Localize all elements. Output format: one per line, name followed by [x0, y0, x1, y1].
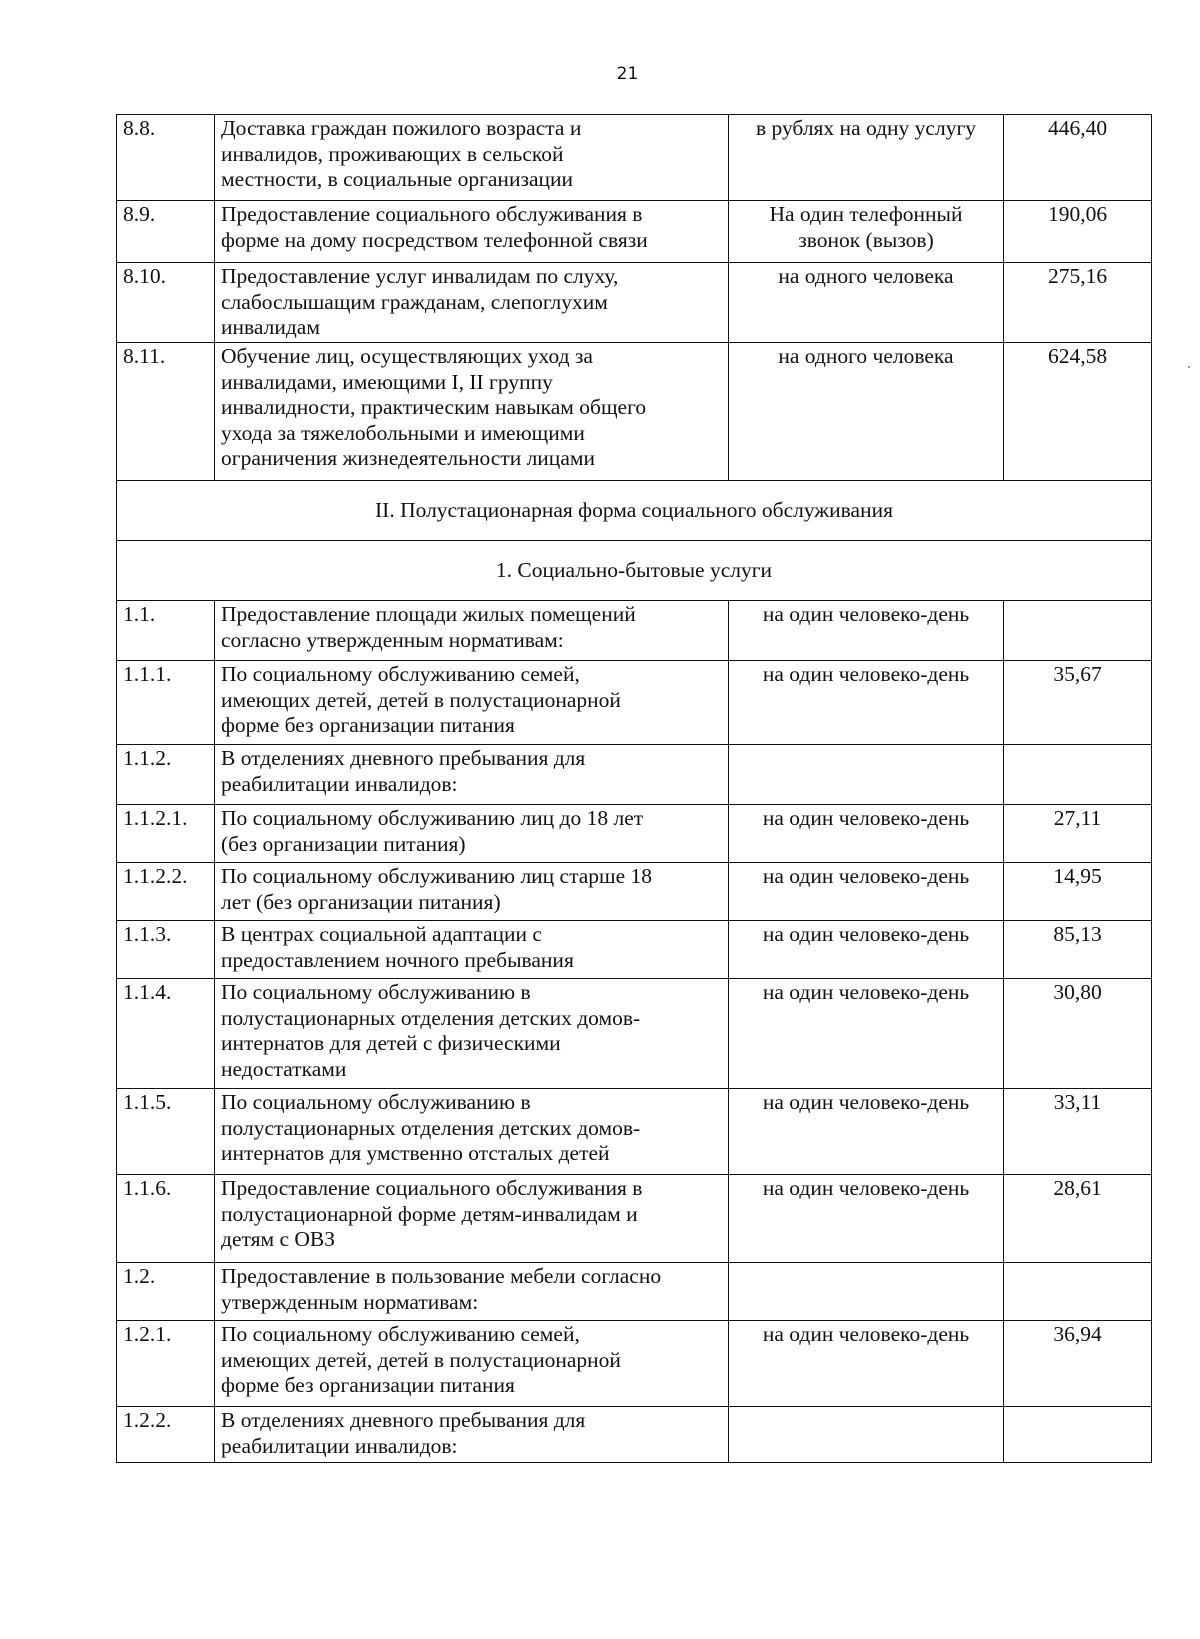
item-number: 1.2. [117, 1263, 215, 1321]
table-row [117, 263, 1152, 343]
service-name: Предоставление социального обслуживания в полустационарной форме детям-инвалидам и детям с ОВЗ [215, 1175, 729, 1263]
service-name: Предоставление площади жилых помещений согласно утвержденным нормативам: [215, 601, 729, 661]
unit-of-measure: на одного человека [729, 263, 1004, 343]
item-number: 8.10. [117, 263, 215, 343]
item-number: 1.1.6. [117, 1175, 215, 1263]
tariff-price: 28,61 [1004, 1175, 1152, 1263]
table-row [117, 979, 1152, 1089]
table-row [117, 1089, 1152, 1175]
table-row [117, 745, 1152, 805]
tariff-price [1004, 745, 1152, 805]
unit-of-measure: на один человеко-день [729, 805, 1004, 863]
item-number: 8.9. [117, 201, 215, 263]
item-number: 1.1.3. [117, 921, 215, 979]
scan-speck [1188, 366, 1190, 368]
unit-of-measure: на один человеко-день [729, 863, 1004, 921]
tariff-price [1004, 1263, 1152, 1321]
service-name: Предоставление социального обслуживания в форме на дому посредством телефонной связи [215, 201, 729, 263]
service-name: В центрах социальной адаптации с предоставлением ночного пребывания [215, 921, 729, 979]
tariff-price: 275,16 [1004, 263, 1152, 343]
tariff-price: 33,11 [1004, 1089, 1152, 1175]
table-row [117, 921, 1152, 979]
unit-of-measure: на один человеко-день [729, 979, 1004, 1089]
service-name: В отделениях дневного пребывания для реабилитации инвалидов: [215, 1407, 729, 1463]
tariff-price: 30,80 [1004, 979, 1152, 1089]
table-row [117, 201, 1152, 263]
tariff-price: 85,13 [1004, 921, 1152, 979]
table-row [117, 863, 1152, 921]
item-number: 1.1.1. [117, 661, 215, 745]
table-row [117, 805, 1152, 863]
item-number: 8.8. [117, 115, 215, 201]
tariff-price [1004, 601, 1152, 661]
service-name: Предоставление в пользование мебели согласно утвержденным нормативам: [215, 1263, 729, 1321]
service-name: По социальному обслуживанию в полустационарных отделения детских домов- интернатов для умственно отсталых детей [215, 1089, 729, 1175]
service-name: По социальному обслуживанию лиц старше 18 лет (без организации питания) [215, 863, 729, 921]
table-row [117, 1175, 1152, 1263]
unit-of-measure [729, 1263, 1004, 1321]
unit-of-measure: На один телефонный звонок (вызов) [729, 201, 1004, 263]
unit-of-measure: на один человеко-день [729, 1089, 1004, 1175]
service-name: В отделениях дневного пребывания для реабилитации инвалидов: [215, 745, 729, 805]
item-number: 1.1.2.1. [117, 805, 215, 863]
section-header-row [117, 541, 1152, 601]
section-title: 1. Социально-бытовые услуги [117, 541, 1152, 601]
item-number: 8.11. [117, 343, 215, 481]
tariff-price [1004, 1407, 1152, 1463]
section-header-row [117, 481, 1152, 541]
tariff-price: 36,94 [1004, 1321, 1152, 1407]
service-name: По социальному обслуживанию семей, имеющих детей, детей в полустационарной форме без организации питания [215, 1321, 729, 1407]
item-number: 1.1.5. [117, 1089, 215, 1175]
table-row [117, 1263, 1152, 1321]
tariff-price: 35,67 [1004, 661, 1152, 745]
table-row [117, 1407, 1152, 1463]
unit-of-measure [729, 745, 1004, 805]
unit-of-measure: на один человеко-день [729, 601, 1004, 661]
unit-of-measure: в рублях на одну услугу [729, 115, 1004, 201]
item-number: 1.1. [117, 601, 215, 661]
tariff-table-body [117, 115, 1152, 1463]
unit-of-measure: на одного человека [729, 343, 1004, 481]
page-number: 21 [616, 64, 639, 84]
item-number: 1.1.2. [117, 745, 215, 805]
tariff-price: 190,06 [1004, 201, 1152, 263]
service-name: Обучение лиц, осуществляющих уход за инвалидами, имеющими I, II группу инвалидности, практическим навыкам общего ухода за тяжелобольными и имеющими ограничения жизнедеятельности лицами [215, 343, 729, 481]
unit-of-measure: на один человеко-день [729, 1175, 1004, 1263]
unit-of-measure: на один человеко-день [729, 921, 1004, 979]
unit-of-measure [729, 1407, 1004, 1463]
table-row [117, 661, 1152, 745]
tariff-price: 446,40 [1004, 115, 1152, 201]
unit-of-measure: на один человеко-день [729, 1321, 1004, 1407]
section-title: II. Полустационарная форма социального обслуживания [117, 481, 1152, 541]
item-number: 1.1.4. [117, 979, 215, 1089]
item-number: 1.2.1. [117, 1321, 215, 1407]
item-number: 1.2.2. [117, 1407, 215, 1463]
item-number: 1.1.2.2. [117, 863, 215, 921]
table-row [117, 601, 1152, 661]
service-name: По социальному обслуживанию лиц до 18 лет (без организации питания) [215, 805, 729, 863]
tariff-price: 14,95 [1004, 863, 1152, 921]
table-row [117, 343, 1152, 481]
service-name: Предоставление услуг инвалидам по слуху, слабослышащим гражданам, слепоглухим инвалидам [215, 263, 729, 343]
table-row [117, 1321, 1152, 1407]
service-name: По социальному обслуживанию семей, имеющих детей, детей в полустационарной форме без организации питания [215, 661, 729, 745]
service-name: По социальному обслуживанию в полустационарных отделения детских домов- интернатов для детей с физическими недостатками [215, 979, 729, 1089]
tariff-price: 27,11 [1004, 805, 1152, 863]
service-name: Доставка граждан пожилого возраста и инвалидов, проживающих в сельской местности, в социальные организации [215, 115, 729, 201]
tariff-price: 624,58 [1004, 343, 1152, 481]
tariff-table [116, 114, 1152, 1463]
unit-of-measure: на один человеко-день [729, 661, 1004, 745]
table-row [117, 115, 1152, 201]
